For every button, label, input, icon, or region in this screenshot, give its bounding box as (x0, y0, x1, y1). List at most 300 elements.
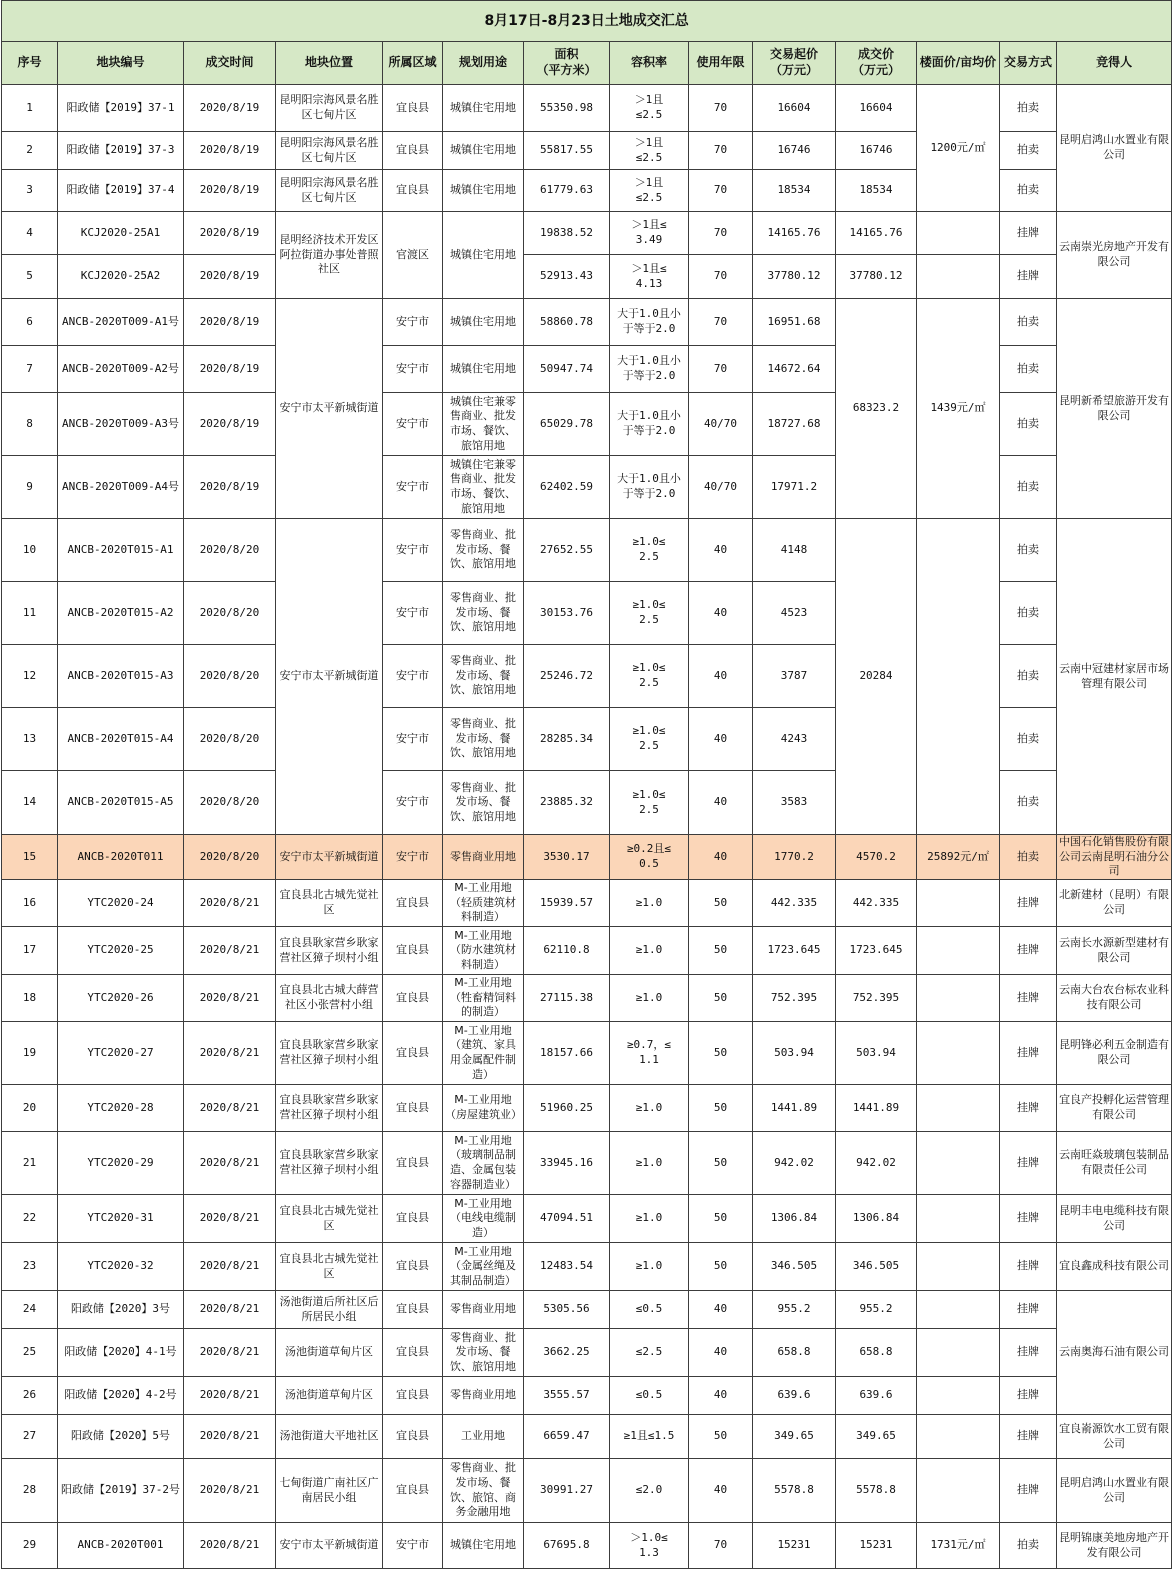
cell-date: 2020/8/21 (184, 1195, 276, 1243)
cell-far: ≥0.2且≤ 0.5 (610, 835, 689, 880)
cell-area: 3662.25 (524, 1329, 610, 1377)
header-unit-price: 楼面价/亩均价 (917, 42, 1000, 85)
cell-term: 40 (689, 645, 753, 708)
header-start-price: 交易起价 （万元） (753, 42, 836, 85)
cell-area: 5305.56 (524, 1291, 610, 1329)
cell-seq: 21 (2, 1132, 58, 1195)
cell-seq: 14 (2, 771, 58, 835)
cell-date: 2020/8/21 (184, 1329, 276, 1377)
cell-deal-price: 752.395 (836, 975, 917, 1022)
cell-term: 50 (689, 1022, 753, 1085)
cell-date: 2020/8/19 (184, 393, 276, 456)
cell-usage: 城镇住宅用地 (443, 346, 524, 393)
cell-location: 昆明阳宗海风景名胜区七甸片区 (276, 85, 383, 132)
cell-far: ＞1且≤ 3.49 (610, 212, 689, 255)
cell-far: ＞1.0≤ 1.3 (610, 1523, 689, 1569)
cell-district: 宜良县 (383, 1329, 443, 1377)
cell-term: 70 (689, 212, 753, 255)
cell-area: 52913.43 (524, 255, 610, 299)
cell-unit-price (917, 1415, 1000, 1459)
header-date: 成交时间 (184, 42, 276, 85)
cell-location: 宜良县北古城先觉社区 (276, 880, 383, 927)
cell-start-price: 3787 (753, 645, 836, 708)
table-row (2, 299, 1172, 346)
cell-start-price: 1441.89 (753, 1085, 836, 1132)
cell-district: 宜良县 (383, 170, 443, 212)
cell-winner: 昆明丰电电缆科技有限公司 (1057, 1195, 1172, 1243)
cell-start-price: 17971.2 (753, 456, 836, 519)
cell-deal-price: 503.94 (836, 1022, 917, 1085)
cell-winner: 云南奥海石油有限公司 (1057, 1291, 1172, 1415)
cell-location: 宜良县耿家营乡耿家营社区獐子坝村小组 (276, 927, 383, 975)
cell-seq: 27 (2, 1415, 58, 1459)
cell-deal-price: 1306.84 (836, 1195, 917, 1243)
cell-method: 挂牌 (1000, 880, 1057, 927)
cell-deal-price: 349.65 (836, 1415, 917, 1459)
cell-district: 宜良县 (383, 975, 443, 1022)
cell-far: ≥1.0 (610, 1085, 689, 1132)
cell-seq: 23 (2, 1243, 58, 1291)
cell-district: 宜良县 (383, 1415, 443, 1459)
cell-method: 挂牌 (1000, 212, 1057, 255)
cell-code: ANCB-2020T001 (58, 1523, 184, 1569)
cell-method: 拍卖 (1000, 1523, 1057, 1569)
cell-deal-price: 16604 (836, 85, 917, 132)
cell-term: 40 (689, 1291, 753, 1329)
cell-date: 2020/8/19 (184, 170, 276, 212)
cell-date: 2020/8/19 (184, 299, 276, 346)
cell-code: 阳政储【2020】5号 (58, 1415, 184, 1459)
header-deal-price: 成交价 （万元） (836, 42, 917, 85)
cell-usage: M-工业用地（房屋建筑业） (443, 1085, 524, 1132)
cell-term: 50 (689, 1243, 753, 1291)
cell-location: 汤池街道大平地社区 (276, 1415, 383, 1459)
cell-date: 2020/8/21 (184, 1523, 276, 1569)
cell-code: 阳政储【2020】4-2号 (58, 1377, 184, 1415)
cell-method: 拍卖 (1000, 299, 1057, 346)
cell-deal-price: 1723.645 (836, 927, 917, 975)
cell-seq: 11 (2, 582, 58, 645)
cell-seq: 8 (2, 393, 58, 456)
cell-method: 挂牌 (1000, 927, 1057, 975)
cell-code: ANCB-2020T015-A2 (58, 582, 184, 645)
cell-far: 大于1.0且小于等于2.0 (610, 393, 689, 456)
cell-term: 40/70 (689, 393, 753, 456)
cell-district: 安宁市 (383, 771, 443, 835)
table-row (2, 1459, 1172, 1523)
cell-area: 65029.78 (524, 393, 610, 456)
cell-far: ≥1.0 (610, 1132, 689, 1195)
cell-start-price: 4243 (753, 708, 836, 771)
cell-unit-price (917, 1195, 1000, 1243)
cell-term: 40 (689, 582, 753, 645)
header-winner: 竞得人 (1057, 42, 1172, 85)
cell-start-price: 752.395 (753, 975, 836, 1022)
cell-term: 70 (689, 132, 753, 170)
cell-date: 2020/8/19 (184, 456, 276, 519)
table-title: 8月17日-8月23日土地成交汇总 (2, 1, 1172, 42)
cell-unit-price: 1439元/㎡ (917, 299, 1000, 519)
cell-location: 昆明阳宗海风景名胜区七甸片区 (276, 170, 383, 212)
cell-date: 2020/8/19 (184, 85, 276, 132)
cell-usage: M-工业用地（牲畜精饲料的制造） (443, 975, 524, 1022)
cell-far: ≥1.0≤ 2.5 (610, 645, 689, 708)
cell-start-price: 18727.68 (753, 393, 836, 456)
cell-date: 2020/8/21 (184, 1022, 276, 1085)
cell-far: ＞1且≤ 4.13 (610, 255, 689, 299)
cell-method: 挂牌 (1000, 1377, 1057, 1415)
cell-start-price: 4523 (753, 582, 836, 645)
cell-usage: 城镇住宅兼零售商业、批发市场、餐饮、旅馆用地 (443, 393, 524, 456)
cell-winner: 宜良嵛源饮水工贸有限公司 (1057, 1415, 1172, 1459)
cell-district: 宜良县 (383, 1377, 443, 1415)
cell-code: ANCB-2020T015-A1 (58, 519, 184, 582)
cell-district: 宜良县 (383, 880, 443, 927)
cell-start-price: 16604 (753, 85, 836, 132)
cell-term: 70 (689, 299, 753, 346)
header-far: 容积率 (610, 42, 689, 85)
cell-winner: 云南长水源新型建材有限公司 (1057, 927, 1172, 975)
cell-area: 18157.66 (524, 1022, 610, 1085)
cell-start-price: 1723.645 (753, 927, 836, 975)
cell-code: ANCB-2020T015-A4 (58, 708, 184, 771)
cell-location: 汤池街道草甸片区 (276, 1377, 383, 1415)
table-row (2, 1377, 1172, 1415)
cell-district: 宜良县 (383, 1291, 443, 1329)
cell-location: 安宁市太平新城街道 (276, 519, 383, 835)
cell-usage: 城镇住宅兼零售商业、批发市场、餐饮、旅馆用地 (443, 456, 524, 519)
cell-far: ≥1.0 (610, 880, 689, 927)
cell-location: 宜良县耿家营乡耿家营社区獐子坝村小组 (276, 1085, 383, 1132)
cell-code: YTC2020-31 (58, 1195, 184, 1243)
cell-area: 3555.57 (524, 1377, 610, 1415)
cell-area: 51960.25 (524, 1085, 610, 1132)
cell-term: 40 (689, 519, 753, 582)
cell-area: 61779.63 (524, 170, 610, 212)
cell-far: ≥1.0 (610, 927, 689, 975)
cell-method: 拍卖 (1000, 771, 1057, 835)
cell-code: ANCB-2020T009-A1号 (58, 299, 184, 346)
cell-start-price: 4148 (753, 519, 836, 582)
cell-location: 宜良县耿家营乡耿家营社区獐子坝村小组 (276, 1022, 383, 1085)
cell-seq: 25 (2, 1329, 58, 1377)
cell-area: 23885.32 (524, 771, 610, 835)
table-row (2, 1022, 1172, 1085)
cell-method: 拍卖 (1000, 170, 1057, 212)
cell-start-price: 503.94 (753, 1022, 836, 1085)
cell-winner: 宜良产投孵化运营管理有限公司 (1057, 1085, 1172, 1132)
table-row (2, 1132, 1172, 1195)
cell-district: 安宁市 (383, 346, 443, 393)
cell-unit-price (917, 1291, 1000, 1329)
cell-term: 40 (689, 1329, 753, 1377)
cell-unit-price: 25892元/㎡ (917, 835, 1000, 880)
cell-far: ≥1且≤1.5 (610, 1415, 689, 1459)
cell-term: 40 (689, 1377, 753, 1415)
land-transaction-table (1, 0, 1172, 1569)
cell-code: 阳政储【2019】37-4 (58, 170, 184, 212)
cell-deal-price: 346.505 (836, 1243, 917, 1291)
cell-code: 阳政储【2019】37-1 (58, 85, 184, 132)
cell-area: 30991.27 (524, 1459, 610, 1523)
cell-code: ANCB-2020T009-A2号 (58, 346, 184, 393)
cell-term: 40 (689, 1459, 753, 1523)
cell-winner: 中国石化销售股份有限公司云南昆明石油分公司 (1057, 835, 1172, 880)
header-term: 使用年限 (689, 42, 753, 85)
cell-seq: 3 (2, 170, 58, 212)
cell-date: 2020/8/21 (184, 1377, 276, 1415)
header-code: 地块编号 (58, 42, 184, 85)
cell-far: ≥1.0 (610, 975, 689, 1022)
cell-code: YTC2020-28 (58, 1085, 184, 1132)
cell-unit-price (917, 1243, 1000, 1291)
cell-method: 拍卖 (1000, 645, 1057, 708)
cell-method: 拍卖 (1000, 582, 1057, 645)
cell-code: YTC2020-32 (58, 1243, 184, 1291)
cell-far: 大于1.0且小于等于2.0 (610, 299, 689, 346)
cell-district: 宜良县 (383, 1459, 443, 1523)
table-row (2, 519, 1172, 582)
cell-far: ≤2.0 (610, 1459, 689, 1523)
cell-seq: 1 (2, 85, 58, 132)
cell-method: 挂牌 (1000, 1415, 1057, 1459)
cell-location: 安宁市太平新城街道 (276, 1523, 383, 1569)
cell-district: 宜良县 (383, 1085, 443, 1132)
cell-usage: 零售商业、批发市场、餐饮、旅馆、商务金融用地 (443, 1459, 524, 1523)
cell-usage: 零售商业、批发市场、餐饮、旅馆用地 (443, 582, 524, 645)
cell-usage: M-工业用地（建筑、家具用金属配件制造） (443, 1022, 524, 1085)
cell-seq: 24 (2, 1291, 58, 1329)
cell-code: ANCB-2020T009-A4号 (58, 456, 184, 519)
cell-start-price: 5578.8 (753, 1459, 836, 1523)
cell-start-price: 14165.76 (753, 212, 836, 255)
cell-date: 2020/8/20 (184, 645, 276, 708)
table-row (2, 880, 1172, 927)
cell-seq: 26 (2, 1377, 58, 1415)
cell-district: 宜良县 (383, 1132, 443, 1195)
cell-date: 2020/8/21 (184, 1459, 276, 1523)
cell-seq: 7 (2, 346, 58, 393)
cell-area: 19838.52 (524, 212, 610, 255)
cell-code: 阳政储【2020】3号 (58, 1291, 184, 1329)
cell-seq: 15 (2, 835, 58, 880)
cell-usage: M-工业用地（防水建筑材料制造） (443, 927, 524, 975)
cell-seq: 19 (2, 1022, 58, 1085)
table-row (2, 1291, 1172, 1329)
cell-term: 40 (689, 835, 753, 880)
cell-district: 安宁市 (383, 835, 443, 880)
cell-deal-price: 942.02 (836, 1132, 917, 1195)
cell-seq: 28 (2, 1459, 58, 1523)
cell-method: 挂牌 (1000, 1459, 1057, 1523)
cell-seq: 6 (2, 299, 58, 346)
cell-far: 大于1.0且小于等于2.0 (610, 346, 689, 393)
table-row (2, 85, 1172, 132)
table-row (2, 1415, 1172, 1459)
cell-area: 62402.59 (524, 456, 610, 519)
cell-term: 50 (689, 1415, 753, 1459)
cell-method: 挂牌 (1000, 1085, 1057, 1132)
cell-term: 50 (689, 1195, 753, 1243)
cell-winner: 昆明锋必利五金制造有限公司 (1057, 1022, 1172, 1085)
cell-location: 昆明经济技术开发区阿拉街道办事处普照社区 (276, 212, 383, 299)
cell-start-price: 14672.64 (753, 346, 836, 393)
header-row (2, 42, 1172, 85)
table-row (2, 1243, 1172, 1291)
cell-seq: 5 (2, 255, 58, 299)
cell-deal-price: 18534 (836, 170, 917, 212)
cell-seq: 2 (2, 132, 58, 170)
cell-area: 15939.57 (524, 880, 610, 927)
cell-area: 47094.51 (524, 1195, 610, 1243)
cell-deal-price: 658.8 (836, 1329, 917, 1377)
cell-seq: 20 (2, 1085, 58, 1132)
cell-date: 2020/8/19 (184, 212, 276, 255)
cell-code: 阳政储【2020】4-1号 (58, 1329, 184, 1377)
cell-date: 2020/8/21 (184, 1243, 276, 1291)
cell-winner: 宜良鑫成科技有限公司 (1057, 1243, 1172, 1291)
cell-method: 拍卖 (1000, 456, 1057, 519)
cell-code: YTC2020-27 (58, 1022, 184, 1085)
cell-winner: 昆明锦康美地房地产开发有限公司 (1057, 1523, 1172, 1569)
cell-deal-price: 20284 (836, 519, 917, 835)
table-row (2, 835, 1172, 880)
cell-code: YTC2020-24 (58, 880, 184, 927)
cell-far: ＞1且 ≤2.5 (610, 170, 689, 212)
cell-method: 挂牌 (1000, 975, 1057, 1022)
cell-deal-price: 442.335 (836, 880, 917, 927)
cell-unit-price (917, 1085, 1000, 1132)
cell-code: KCJ2020-25A2 (58, 255, 184, 299)
cell-code: ANCB-2020T015-A3 (58, 645, 184, 708)
cell-area: 30153.76 (524, 582, 610, 645)
cell-deal-price: 955.2 (836, 1291, 917, 1329)
cell-term: 50 (689, 927, 753, 975)
cell-start-price: 1306.84 (753, 1195, 836, 1243)
cell-code: ANCB-2020T009-A3号 (58, 393, 184, 456)
cell-location: 宜良县北古城先觉社区 (276, 1243, 383, 1291)
cell-location: 安宁市太平新城街道 (276, 299, 383, 519)
table-row (2, 1523, 1172, 1569)
cell-method: 拍卖 (1000, 393, 1057, 456)
cell-code: YTC2020-29 (58, 1132, 184, 1195)
cell-location: 昆明阳宗海风景名胜区七甸片区 (276, 132, 383, 170)
cell-district: 宜良县 (383, 927, 443, 975)
cell-deal-price: 1441.89 (836, 1085, 917, 1132)
cell-usage: 零售商业、批发市场、餐饮、旅馆用地 (443, 1329, 524, 1377)
cell-method: 拍卖 (1000, 519, 1057, 582)
cell-term: 40/70 (689, 456, 753, 519)
cell-start-price: 16951.68 (753, 299, 836, 346)
header-location: 地块位置 (276, 42, 383, 85)
cell-seq: 4 (2, 212, 58, 255)
cell-usage: 零售商业用地 (443, 1291, 524, 1329)
cell-unit-price (917, 212, 1000, 255)
cell-date: 2020/8/20 (184, 708, 276, 771)
cell-far: ≥1.0≤ 2.5 (610, 582, 689, 645)
cell-far: ≥1.0≤ 2.5 (610, 708, 689, 771)
cell-code: KCJ2020-25A1 (58, 212, 184, 255)
header-method: 交易方式 (1000, 42, 1057, 85)
cell-district: 宜良县 (383, 1195, 443, 1243)
cell-method: 挂牌 (1000, 1132, 1057, 1195)
table-row (2, 975, 1172, 1022)
cell-area: 12483.54 (524, 1243, 610, 1291)
cell-winner: 云南大台农台标农业科技有限公司 (1057, 975, 1172, 1022)
cell-code: YTC2020-25 (58, 927, 184, 975)
cell-area: 25246.72 (524, 645, 610, 708)
cell-term: 70 (689, 1523, 753, 1569)
cell-unit-price (917, 519, 1000, 835)
cell-usage: 城镇住宅用地 (443, 170, 524, 212)
cell-seq: 16 (2, 880, 58, 927)
cell-district: 安宁市 (383, 299, 443, 346)
cell-deal-price: 5578.8 (836, 1459, 917, 1523)
cell-seq: 12 (2, 645, 58, 708)
cell-far: ＞1且 ≤2.5 (610, 132, 689, 170)
cell-location: 宜良县北古城先觉社区 (276, 1195, 383, 1243)
cell-start-price: 1770.2 (753, 835, 836, 880)
table-row (2, 927, 1172, 975)
cell-district: 宜良县 (383, 85, 443, 132)
cell-term: 50 (689, 880, 753, 927)
cell-unit-price (917, 975, 1000, 1022)
cell-method: 拍卖 (1000, 85, 1057, 132)
cell-date: 2020/8/20 (184, 771, 276, 835)
cell-date: 2020/8/21 (184, 1291, 276, 1329)
cell-unit-price (917, 880, 1000, 927)
table-row (2, 1329, 1172, 1377)
cell-term: 70 (689, 255, 753, 299)
cell-district: 安宁市 (383, 645, 443, 708)
table-row (2, 212, 1172, 255)
header-district: 所属区域 (383, 42, 443, 85)
cell-location: 安宁市太平新城街道 (276, 835, 383, 880)
cell-date: 2020/8/19 (184, 255, 276, 299)
cell-start-price: 16746 (753, 132, 836, 170)
cell-seq: 9 (2, 456, 58, 519)
cell-unit-price (917, 1132, 1000, 1195)
cell-usage: 零售商业、批发市场、餐饮、旅馆用地 (443, 519, 524, 582)
cell-unit-price (917, 1329, 1000, 1377)
cell-date: 2020/8/21 (184, 1132, 276, 1195)
cell-location: 汤池街道后所社区后所居民小组 (276, 1291, 383, 1329)
cell-usage: M-工业用地（玻璃制品制造、金属包装容器制造业） (443, 1132, 524, 1195)
cell-area: 55350.98 (524, 85, 610, 132)
cell-area: 27115.38 (524, 975, 610, 1022)
cell-deal-price: 15231 (836, 1523, 917, 1569)
cell-term: 70 (689, 346, 753, 393)
cell-usage: 零售商业、批发市场、餐饮、旅馆用地 (443, 771, 524, 835)
cell-location: 宜良县耿家营乡耿家营社区獐子坝村小组 (276, 1132, 383, 1195)
cell-area: 62110.8 (524, 927, 610, 975)
cell-winner: 云南崇光房地产开发有限公司 (1057, 212, 1172, 299)
header-seq: 序号 (2, 42, 58, 85)
cell-method: 拍卖 (1000, 835, 1057, 880)
cell-usage: 城镇住宅用地 (443, 212, 524, 299)
cell-method: 拍卖 (1000, 708, 1057, 771)
cell-date: 2020/8/21 (184, 1415, 276, 1459)
cell-usage: 工业用地 (443, 1415, 524, 1459)
cell-area: 67695.8 (524, 1523, 610, 1569)
cell-area: 58860.78 (524, 299, 610, 346)
cell-date: 2020/8/20 (184, 582, 276, 645)
cell-area: 3530.17 (524, 835, 610, 880)
cell-usage: 零售商业、批发市场、餐饮、旅馆用地 (443, 645, 524, 708)
cell-far: ≥1.0≤ 2.5 (610, 771, 689, 835)
cell-unit-price: 1731元/㎡ (917, 1523, 1000, 1569)
cell-winner: 北新建材（昆明）有限公司 (1057, 880, 1172, 927)
